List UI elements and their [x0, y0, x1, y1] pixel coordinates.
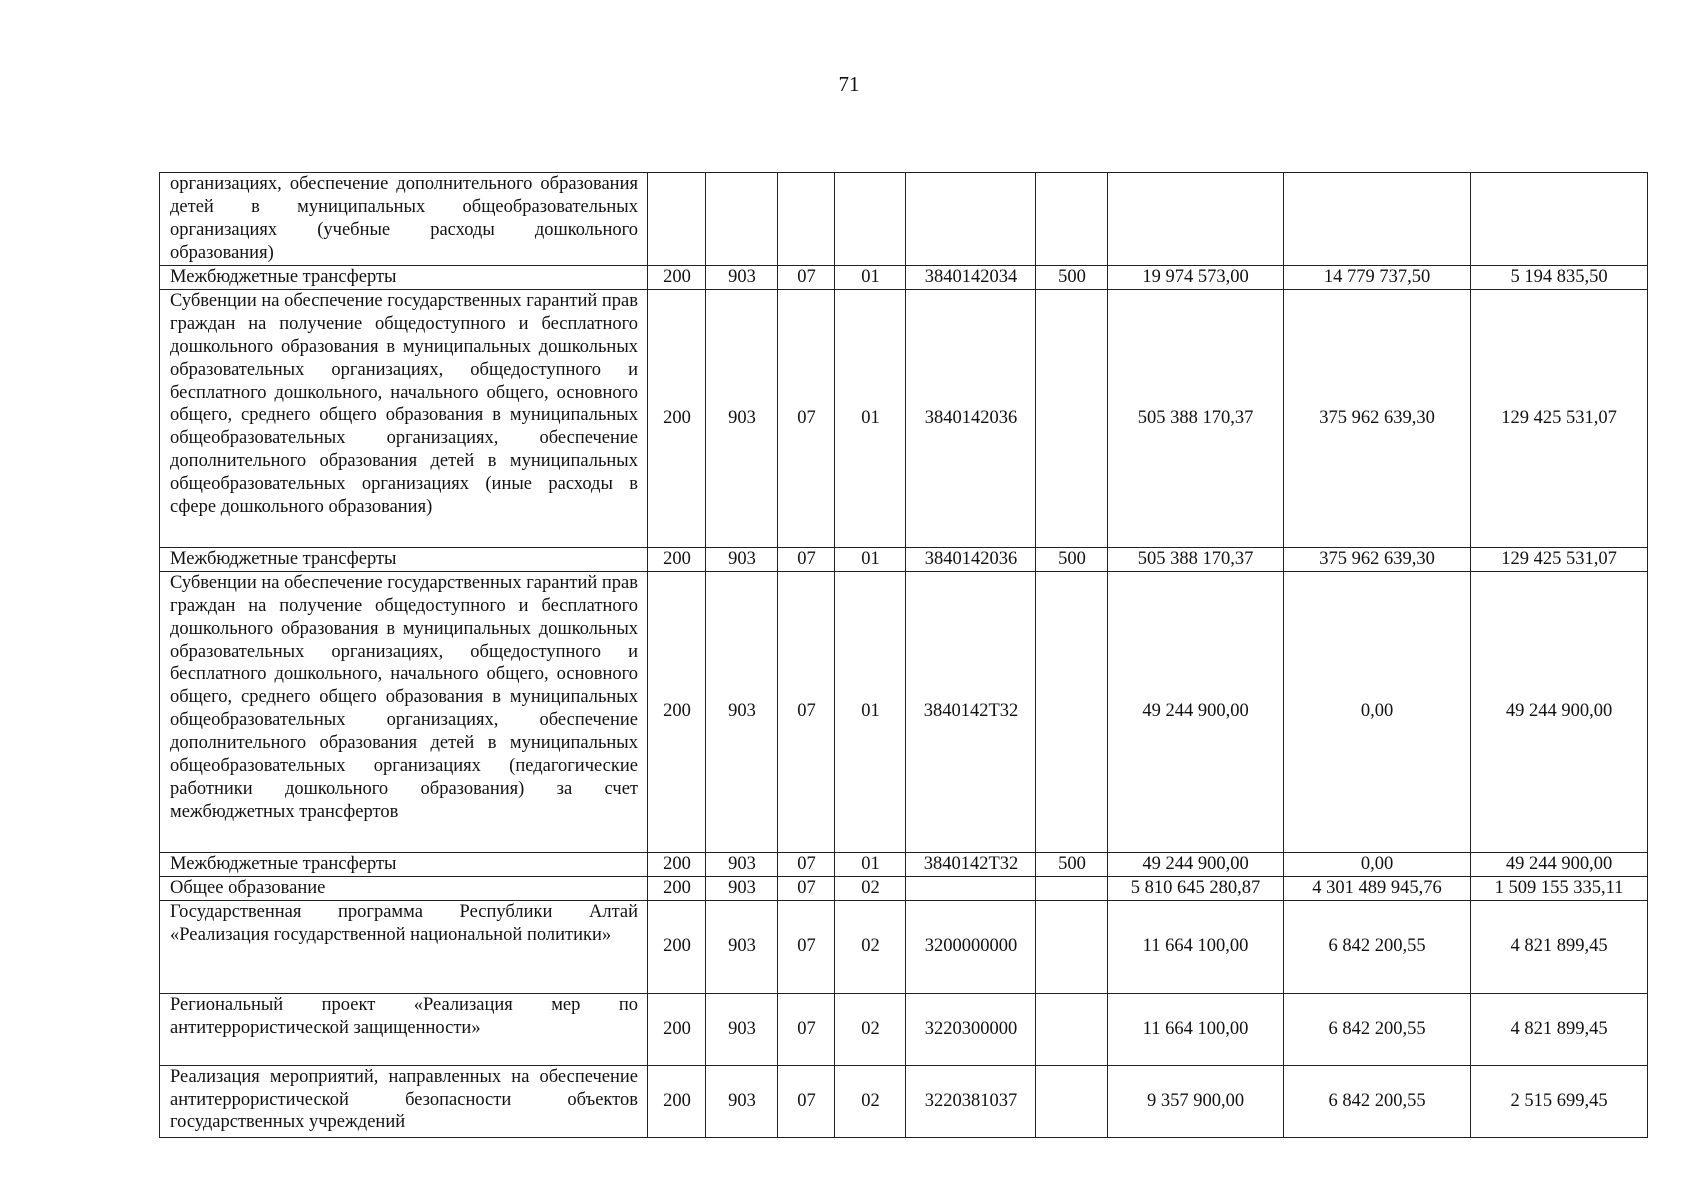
remaining-amount [1471, 173, 1648, 266]
plan-amount: 5 810 645 280,87 [1108, 876, 1284, 900]
ved-code: 903 [706, 289, 778, 547]
table-row [160, 289, 1648, 547]
expense-type-code: 500 [1036, 547, 1108, 571]
table-row [160, 571, 1648, 852]
grbs-code: 200 [648, 852, 706, 876]
ved-code: 903 [706, 547, 778, 571]
expense-type-code [1036, 571, 1108, 852]
actual-amount: 6 842 200,55 [1284, 993, 1471, 1065]
table-row [160, 173, 1648, 266]
subsection-code: 02 [835, 993, 906, 1065]
target-article-code: 3200000000 [906, 900, 1036, 993]
expense-type-code: 500 [1036, 266, 1108, 290]
remaining-amount: 49 244 900,00 [1471, 571, 1648, 852]
grbs-code: 200 [648, 266, 706, 290]
plan-amount: 11 664 100,00 [1108, 900, 1284, 993]
ved-code: 903 [706, 266, 778, 290]
grbs-code: 200 [648, 547, 706, 571]
actual-amount [1284, 173, 1471, 266]
actual-amount: 375 962 639,30 [1284, 289, 1471, 547]
actual-amount: 14 779 737,50 [1284, 266, 1471, 290]
ved-code: 903 [706, 993, 778, 1065]
section-code: 07 [778, 852, 835, 876]
remaining-amount: 49 244 900,00 [1471, 852, 1648, 876]
row-name: Межбюджетные трансферты [160, 547, 648, 571]
plan-amount: 19 974 573,00 [1108, 266, 1284, 290]
target-article-code: 3220381037 [906, 1065, 1036, 1137]
table-row [160, 547, 1648, 571]
remaining-amount: 129 425 531,07 [1471, 547, 1648, 571]
section-code: 07 [778, 266, 835, 290]
remaining-amount: 4 821 899,45 [1471, 993, 1648, 1065]
target-article-code [906, 173, 1036, 266]
table-row [160, 852, 1648, 876]
plan-amount: 49 244 900,00 [1108, 571, 1284, 852]
section-code: 07 [778, 547, 835, 571]
expense-type-code: 500 [1036, 852, 1108, 876]
expense-type-code [1036, 993, 1108, 1065]
remaining-amount: 4 821 899,45 [1471, 900, 1648, 993]
subsection-code: 01 [835, 852, 906, 876]
grbs-code: 200 [648, 571, 706, 852]
section-code: 07 [778, 1065, 835, 1137]
actual-amount: 6 842 200,55 [1284, 900, 1471, 993]
remaining-amount: 5 194 835,50 [1471, 266, 1648, 290]
subsection-code: 01 [835, 289, 906, 547]
target-article-code: 3840142Т32 [906, 571, 1036, 852]
actual-amount: 6 842 200,55 [1284, 1065, 1471, 1137]
section-code: 07 [778, 876, 835, 900]
row-name: Межбюджетные трансферты [160, 852, 648, 876]
remaining-amount: 129 425 531,07 [1471, 289, 1648, 547]
subsection-code: 01 [835, 571, 906, 852]
ved-code: 903 [706, 571, 778, 852]
section-code: 07 [778, 993, 835, 1065]
remaining-amount: 1 509 155 335,11 [1471, 876, 1648, 900]
section-code: 07 [778, 900, 835, 993]
subsection-code: 01 [835, 266, 906, 290]
plan-amount: 49 244 900,00 [1108, 852, 1284, 876]
row-name: Государственная программа Республики Алтай «Реализация государственной национальной политики» [160, 900, 648, 993]
target-article-code: 3840142034 [906, 266, 1036, 290]
expense-type-code [1036, 289, 1108, 547]
subsection-code: 02 [835, 1065, 906, 1137]
table-row [160, 1065, 1648, 1137]
subsection-code: 02 [835, 876, 906, 900]
grbs-code [648, 173, 706, 266]
row-name: Субвенции на обеспечение государственных гарантий прав граждан на получение общедоступного и бесплатного дошкольного образования в муниципальных дошкольных образовательных организациях, общедоступного и бесплатного дошкольного, начального общего, основного общего, среднего общего образования в муниципальных общеобразовательных организациях, обеспечение дополнительного образования детей в муниципальных общеобразовательных организациях (иные расходы в сфере дошкольного образования) [160, 289, 648, 547]
row-name: Реализация мероприятий, направленных на обеспечение антитеррористической безопасности объектов государственных учреждений [160, 1065, 648, 1137]
actual-amount: 0,00 [1284, 852, 1471, 876]
section-code: 07 [778, 289, 835, 547]
plan-amount: 11 664 100,00 [1108, 993, 1284, 1065]
target-article-code: 3840142036 [906, 289, 1036, 547]
row-name: Региональный проект «Реализация мер по антитеррористической защищенности» [160, 993, 648, 1065]
subsection-code [835, 173, 906, 266]
expense-type-code [1036, 1065, 1108, 1137]
row-name: Межбюджетные трансферты [160, 266, 648, 290]
page-number: 71 [838, 72, 860, 96]
ved-code [706, 173, 778, 266]
ved-code: 903 [706, 852, 778, 876]
target-article-code: 3220300000 [906, 993, 1036, 1065]
target-article-code: 3840142036 [906, 547, 1036, 571]
grbs-code: 200 [648, 876, 706, 900]
row-name: организациях, обеспечение дополнительного образования детей в муниципальных общеобразовательных организациях (учебные расходы дошкольного образования) [160, 173, 648, 266]
subsection-code: 01 [835, 547, 906, 571]
actual-amount: 375 962 639,30 [1284, 547, 1471, 571]
table-row [160, 266, 1648, 290]
remaining-amount: 2 515 699,45 [1471, 1065, 1648, 1137]
target-article-code [906, 876, 1036, 900]
ved-code: 903 [706, 1065, 778, 1137]
target-article-code: 3840142Т32 [906, 852, 1036, 876]
expense-type-code [1036, 173, 1108, 266]
plan-amount: 505 388 170,37 [1108, 289, 1284, 547]
grbs-code: 200 [648, 289, 706, 547]
expense-type-code [1036, 876, 1108, 900]
grbs-code: 200 [648, 993, 706, 1065]
actual-amount: 4 301 489 945,76 [1284, 876, 1471, 900]
table-row [160, 900, 1648, 993]
row-name: Субвенции на обеспечение государственных гарантий прав граждан на получение общедоступного и бесплатного дошкольного образования в муниципальных дошкольных образовательных организациях, общедоступного и бесплатного дошкольного, начального общего, основного общего, среднего общего образования в муниципальных общеобразовательных организациях, обеспечение дополнительного образования детей в муниципальных общеобразовательных организациях (педагогические работники дошкольного образования) за счет межбюджетных трансфертов [160, 571, 648, 852]
budget-table [159, 172, 1648, 1138]
table-row [160, 876, 1648, 900]
actual-amount: 0,00 [1284, 571, 1471, 852]
grbs-code: 200 [648, 1065, 706, 1137]
ved-code: 903 [706, 876, 778, 900]
section-code [778, 173, 835, 266]
plan-amount: 505 388 170,37 [1108, 547, 1284, 571]
subsection-code: 02 [835, 900, 906, 993]
section-code: 07 [778, 571, 835, 852]
plan-amount: 9 357 900,00 [1108, 1065, 1284, 1137]
grbs-code: 200 [648, 900, 706, 993]
plan-amount [1108, 173, 1284, 266]
expense-type-code [1036, 900, 1108, 993]
row-name: Общее образование [160, 876, 648, 900]
table-row [160, 993, 1648, 1065]
ved-code: 903 [706, 900, 778, 993]
